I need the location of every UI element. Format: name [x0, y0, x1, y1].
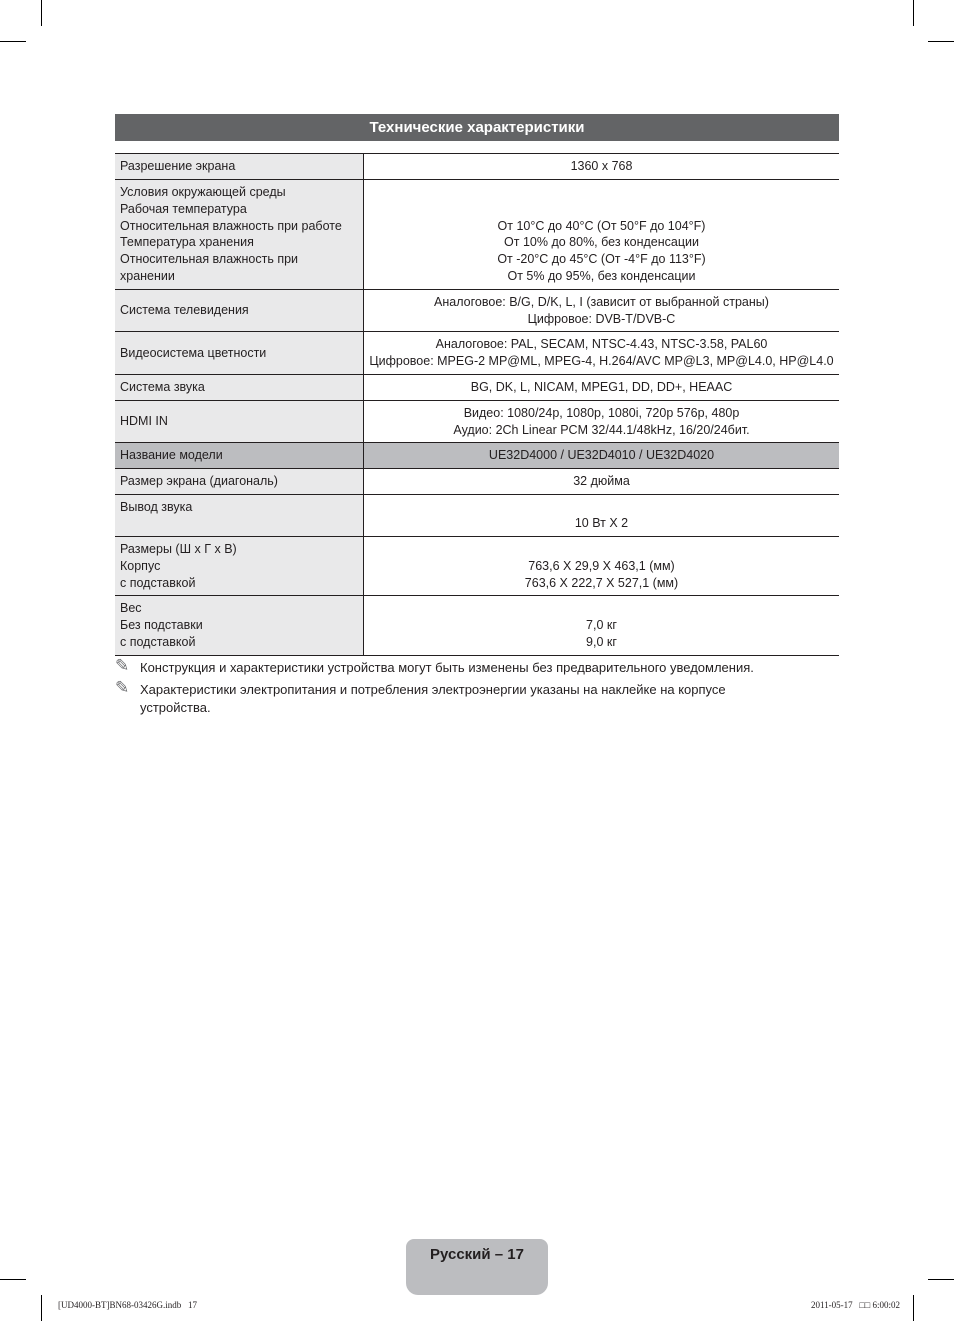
note-item [115, 678, 839, 717]
spec-label: Размер экрана (диагональ) [115, 469, 364, 495]
page-number: Русский – 17 [430, 1246, 524, 1263]
spec-label: HDMI IN [115, 400, 364, 443]
crop-mark [0, 1279, 26, 1280]
crop-mark [913, 0, 914, 26]
crop-mark [928, 1279, 954, 1280]
spec-value: UE32D4000 / UE32D4010 / UE32D4020 [364, 443, 840, 469]
spec-label: Размеры (Ш x Г x В) Корпус с подставкой [115, 536, 364, 595]
spec-label: Условия окружающей среды Рабочая температура Относительная влажность при работе Температура хранения Относительная влажность при хранении [115, 180, 364, 290]
crop-mark [0, 41, 26, 42]
crop-mark [41, 0, 42, 26]
crop-mark [41, 1295, 42, 1321]
note-item [115, 656, 839, 677]
spec-label: Вес Без подставки с подставкой [115, 596, 364, 655]
spec-row-resolution [115, 154, 839, 180]
spec-value: Видео: 1080/24p, 1080p, 1080i, 720p 576p, 480p Аудио: 2Ch Linear PCM 32/44.1/48kHz, 16/20/24бит. [364, 400, 840, 443]
notes [115, 656, 839, 721]
crop-mark [928, 41, 954, 42]
spec-value: 1360 x 768 [364, 154, 840, 180]
pencil-note-icon: ✎ [115, 678, 130, 697]
spec-row-tv-system [115, 289, 839, 332]
spec-value: 10 Вт X 2 [364, 494, 840, 536]
note-text: Конструкция и характеристики устройства могут быть изменены без предварительного уведомления. [140, 660, 754, 675]
spec-value: Аналоговое: PAL, SECAM, NTSC-4.43, NTSC-3.58, PAL60 Цифровое: MPEG-2 MP@ML, MPEG-4, H.264/AVC MP@L3, MP@L4.0, HP@L4.0 [364, 332, 840, 375]
spec-label: Вывод звука [115, 494, 364, 536]
spec-row-environment [115, 180, 839, 290]
crop-mark [913, 1295, 914, 1321]
spec-row-color-system [115, 332, 839, 375]
spec-value: 763,6 X 29,9 X 463,1 (мм) 763,6 X 222,7 X 527,1 (мм) [364, 536, 840, 595]
pencil-note-icon: ✎ [115, 656, 130, 675]
spec-value: От 10°C до 40°C (От 50°F до 104°F) От 10% до 80%, без конденсации От -20°C до 45°C (От -4°F до 113°F) От 5% до 95%, без конденсации [364, 180, 840, 290]
section-title-bar [115, 114, 839, 141]
spec-row-hdmi [115, 400, 839, 443]
spec-value: Аналоговое: B/G, D/K, L, I (зависит от выбранной страны) Цифровое: DVB-T/DVB-C [364, 289, 840, 332]
spec-value: BG, DK, L, NICAM, MPEG1, DD, DD+, HEAAC [364, 374, 840, 400]
spec-label: Система телевидения [115, 289, 364, 332]
note-text: устройства. [140, 700, 211, 715]
spec-row-sound-system [115, 374, 839, 400]
spec-value: 32 дюйма [364, 469, 840, 495]
spec-label: Название модели [115, 443, 364, 469]
spec-value: 7,0 кг 9,0 кг [364, 596, 840, 655]
spec-label: Система звука [115, 374, 364, 400]
spec-table [115, 153, 839, 656]
section-title: Технические характеристики [369, 119, 585, 136]
spec-label: Разрешение экрана [115, 154, 364, 180]
page-number-tab [406, 1239, 548, 1295]
spec-row-weight [115, 596, 839, 655]
spec-row-dimensions [115, 536, 839, 595]
spec-row-model-name [115, 443, 839, 469]
spec-label: Видеосистема цветности [115, 332, 364, 375]
footer-file-info: [UD4000-BT]BN68-03426G.indb 17 [58, 1300, 197, 1310]
spec-row-screen-size [115, 469, 839, 495]
note-text: Характеристики электропитания и потребления электроэнергии указаны на наклейке на корпусе [140, 682, 726, 697]
footer-timestamp: 2011-05-17 □□ 6:00:02 [810, 1300, 900, 1310]
spec-row-sound-output [115, 494, 839, 536]
